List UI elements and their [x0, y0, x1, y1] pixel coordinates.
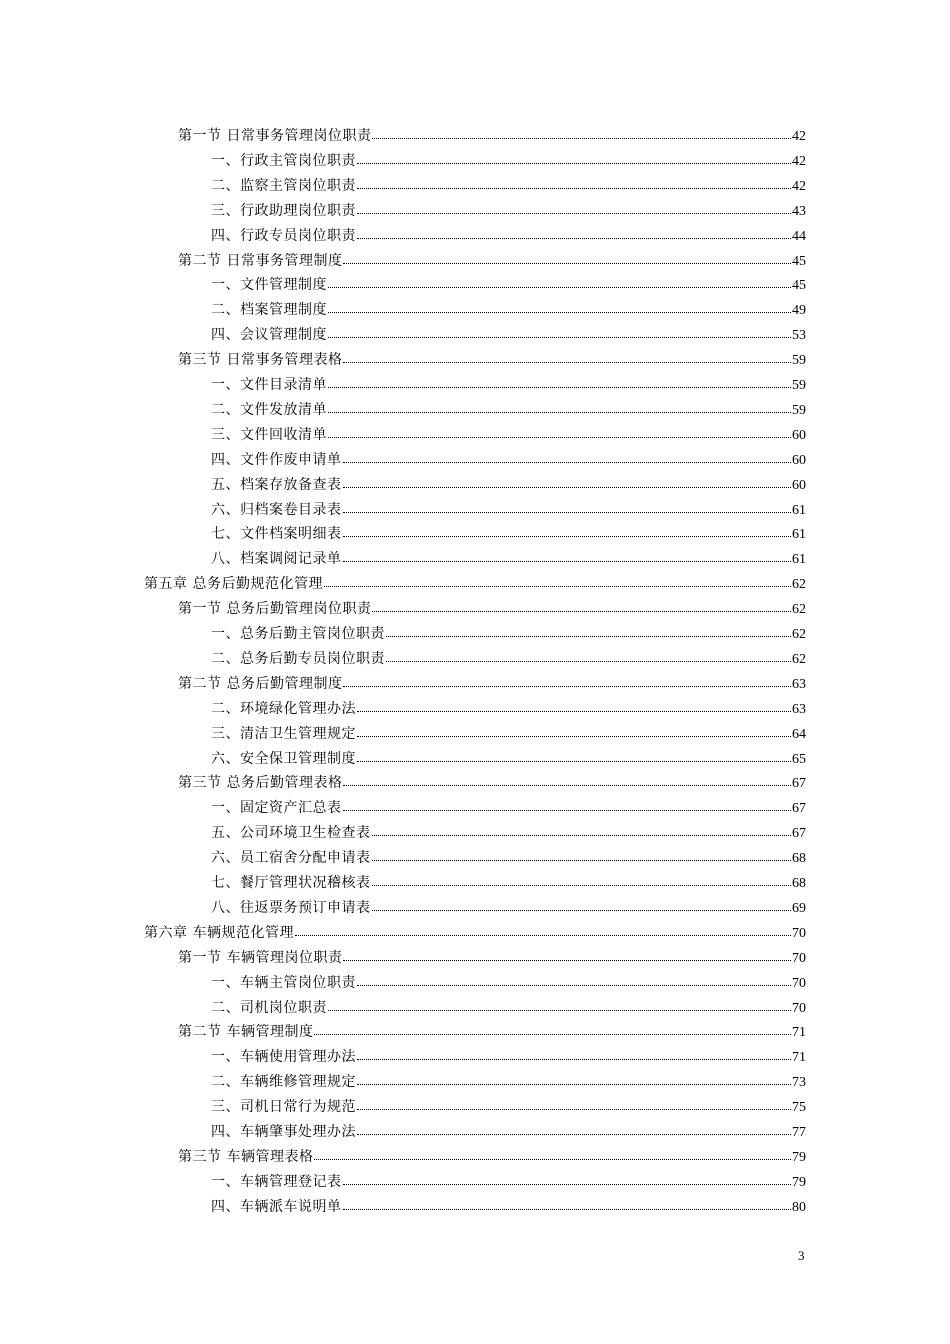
toc-entry[interactable]	[211, 448, 806, 472]
dot-leader	[343, 522, 792, 537]
toc-entry-page: 80	[792, 1199, 806, 1215]
dot-leader	[328, 323, 791, 338]
toc-entry-title: 六、归档案卷目录表	[211, 501, 342, 518]
dot-leader	[343, 946, 791, 961]
toc-entry-title: 三、文件回收清单	[211, 426, 327, 443]
toc-entry[interactable]	[211, 298, 806, 322]
toc-entry-title: 三、司机日常行为规范	[211, 1099, 356, 1116]
toc-entry[interactable]	[211, 398, 806, 422]
toc-entry-page: 75	[792, 1100, 806, 1116]
dot-leader	[343, 249, 791, 264]
toc-entry-title: 一、文件管理制度	[211, 277, 327, 294]
toc-entry-page: 62	[792, 602, 806, 618]
toc-entry[interactable]	[178, 249, 806, 273]
toc-entry-page: 42	[792, 129, 806, 144]
toc-entry-page: 67	[792, 826, 806, 842]
toc-entry-page: 61	[792, 527, 806, 543]
toc-entry-title: 第一节 总务后勤管理岗位职责	[178, 601, 372, 618]
page-number: 3	[798, 1248, 805, 1263]
toc-entry[interactable]	[211, 1120, 806, 1144]
toc-entry-title: 二、车辆维修管理规定	[211, 1074, 356, 1091]
toc-entry[interactable]	[178, 672, 806, 696]
toc-entry-page: 70	[792, 1000, 806, 1016]
toc-entry[interactable]	[178, 1020, 806, 1044]
toc-entry-title: 第一节 日常事务管理岗位职责	[178, 128, 372, 144]
dot-leader	[357, 224, 791, 239]
dot-leader	[357, 199, 791, 214]
toc-entry-title: 五、公司环境卫生检查表	[211, 825, 371, 842]
dot-leader	[357, 1070, 791, 1085]
toc-entry-title: 二、档案管理制度	[211, 302, 327, 319]
toc-entry-title: 二、司机岗位职责	[211, 999, 327, 1016]
dot-leader	[343, 771, 791, 786]
toc-entry-page: 53	[792, 328, 806, 344]
toc-entry-title: 八、档案调阅记录单	[211, 551, 342, 568]
toc-entry[interactable]	[211, 796, 806, 820]
toc-entry[interactable]	[211, 1170, 806, 1194]
dot-leader	[343, 348, 791, 363]
toc-entry[interactable]	[211, 199, 806, 223]
toc-entry[interactable]	[178, 1145, 806, 1169]
toc-entry-page: 79	[792, 1174, 806, 1190]
toc-entry-page: 62	[792, 651, 806, 667]
toc-entry-title: 二、监察主管岗位职责	[211, 177, 356, 194]
toc-entry-title: 第三节 车辆管理表格	[178, 1148, 314, 1165]
toc-entry-title: 六、员工宿舍分配申请表	[211, 850, 371, 867]
toc-entry-page: 69	[792, 900, 806, 916]
dot-leader	[386, 647, 791, 662]
toc-entry-page: 70	[792, 925, 806, 941]
dot-leader	[324, 572, 791, 587]
toc-entry-page: 44	[792, 228, 806, 244]
toc-entry-title: 四、车辆肇事处理办法	[211, 1124, 356, 1140]
toc-entry-title: 第五章 总务后勤规范化管理	[144, 576, 323, 593]
toc-entry-page: 60	[792, 427, 806, 443]
dot-leader	[328, 373, 791, 388]
toc-entry[interactable]	[211, 522, 806, 546]
toc-entry-page: 63	[792, 676, 806, 692]
toc-entry-page: 59	[792, 353, 806, 369]
toc-entry[interactable]	[211, 373, 806, 397]
toc-entry-page: 60	[792, 452, 806, 468]
toc-entry-page: 62	[792, 577, 806, 593]
toc-entry-page: 59	[792, 378, 806, 393]
dot-leader	[314, 1020, 791, 1035]
toc-entry-page: 71	[792, 1025, 806, 1041]
toc-entry[interactable]	[211, 224, 806, 248]
dot-leader	[328, 273, 791, 288]
toc-entry-page: 73	[792, 1075, 806, 1091]
toc-entry[interactable]	[211, 1195, 806, 1219]
toc-entry[interactable]	[211, 1095, 806, 1119]
toc-entry-title: 一、行政主管岗位职责	[211, 152, 356, 169]
toc-entry-page: 70	[792, 975, 806, 991]
toc-entry-title: 二、环境绿化管理办法	[211, 700, 356, 717]
toc-entry-title: 七、餐厅管理状况稽核表	[211, 875, 371, 891]
toc-entry[interactable]	[211, 149, 806, 173]
toc-entry-page: 61	[792, 502, 806, 518]
toc-entry[interactable]	[211, 174, 806, 198]
toc-entry[interactable]	[211, 846, 806, 870]
toc-entry-title: 第二节 日常事务管理制度	[178, 252, 343, 269]
toc-entry[interactable]	[211, 622, 806, 646]
toc-entry-title: 第三节 日常事务管理表格	[178, 352, 343, 369]
toc-entry-page: 62	[792, 627, 806, 642]
dot-leader	[357, 747, 791, 762]
toc-entry-title: 二、总务后勤专员岗位职责	[211, 650, 385, 667]
toc-entry-page: 68	[792, 851, 806, 867]
toc-entry-title: 三、行政助理岗位职责	[211, 202, 356, 219]
toc-entry-page: 68	[792, 876, 806, 891]
toc-entry-page: 59	[792, 402, 806, 418]
dot-leader	[357, 971, 791, 986]
toc-entry-title: 一、车辆主管岗位职责	[211, 974, 356, 991]
toc-entry-page: 60	[792, 477, 806, 493]
dot-leader	[357, 1120, 791, 1135]
toc-entry-title: 四、车辆派车说明单	[211, 1198, 342, 1215]
toc-entry-title: 一、文件目录清单	[211, 377, 327, 393]
toc-entry[interactable]	[211, 821, 806, 845]
toc-entry-title: 二、文件发放清单	[211, 401, 327, 418]
toc-entry-title: 八、往返票务预订申请表	[211, 899, 371, 916]
dot-leader	[343, 547, 792, 562]
toc-entry[interactable]	[211, 547, 806, 571]
dot-leader	[343, 473, 792, 488]
toc-entry-title: 四、会议管理制度	[211, 327, 327, 344]
toc-entry-title: 一、固定资产汇总表	[211, 800, 342, 817]
toc-entry[interactable]	[211, 423, 806, 447]
toc-entry[interactable]	[211, 996, 806, 1020]
toc-entry[interactable]	[211, 971, 806, 995]
toc-entry-title: 第六章 车辆规范化管理	[144, 924, 294, 941]
dot-leader	[343, 448, 792, 463]
toc-entry[interactable]	[178, 946, 806, 970]
toc-entry-title: 第三节 总务后勤管理表格	[178, 775, 343, 792]
toc-entry[interactable]	[211, 1070, 806, 1094]
toc-entry-title: 七、文件档案明细表	[211, 526, 342, 543]
toc-entry[interactable]	[144, 572, 806, 596]
toc-entry-page: 77	[792, 1125, 806, 1140]
toc-entry-page: 70	[792, 950, 806, 966]
toc-entry[interactable]	[144, 921, 806, 945]
toc-entry[interactable]	[211, 747, 806, 771]
dot-leader	[386, 622, 791, 637]
toc-entry[interactable]	[211, 1045, 806, 1069]
toc-entry-page: 43	[792, 203, 806, 219]
toc-entry-page: 49	[792, 303, 806, 319]
toc-entry-title: 一、车辆管理登记表	[211, 1173, 342, 1190]
toc-entry[interactable]	[211, 473, 806, 497]
dot-leader	[343, 672, 791, 687]
toc-entry[interactable]	[178, 597, 806, 621]
dot-leader	[295, 921, 791, 936]
dot-leader	[372, 124, 791, 139]
toc-entry-title: 四、文件作废申请单	[211, 451, 342, 468]
toc-entry-page: 71	[792, 1050, 806, 1066]
toc-entry-title: 一、车辆使用管理办法	[211, 1049, 356, 1066]
toc-entry-page: 67	[792, 776, 806, 792]
toc-entry-title: 四、行政专员岗位职责	[211, 227, 356, 244]
dot-leader	[357, 174, 791, 189]
toc-entry-title: 一、总务后勤主管岗位职责	[211, 626, 385, 642]
toc-entry-page: 45	[792, 278, 806, 294]
dot-leader	[372, 821, 792, 836]
dot-leader	[357, 722, 791, 737]
toc-entry[interactable]	[211, 871, 806, 895]
toc-entry[interactable]	[211, 498, 806, 522]
toc-entry-page: 67	[792, 801, 806, 817]
dot-leader	[357, 149, 791, 164]
dot-leader	[314, 1145, 791, 1160]
dot-leader	[328, 996, 791, 1011]
toc-entry[interactable]	[211, 647, 806, 671]
toc-entry-page: 63	[792, 701, 806, 717]
toc-entry-page: 61	[792, 552, 806, 568]
dot-leader	[357, 697, 791, 712]
toc-entry-page: 42	[792, 153, 806, 169]
dot-leader	[372, 597, 791, 612]
toc-entry[interactable]	[211, 323, 806, 347]
dot-leader	[343, 1195, 792, 1210]
toc-entry-title: 六、安全保卫管理制度	[211, 750, 356, 767]
dot-leader	[372, 846, 792, 861]
toc-entry-title: 五、档案存放备查表	[211, 476, 342, 493]
dot-leader	[343, 498, 792, 513]
dot-leader	[372, 871, 792, 886]
dot-leader	[343, 796, 792, 811]
toc-entry[interactable]	[178, 771, 806, 795]
toc-entry-page: 45	[792, 253, 806, 269]
toc-entry-title: 第二节 总务后勤管理制度	[178, 675, 343, 692]
dot-leader	[328, 398, 791, 413]
toc-entry-page: 42	[792, 178, 806, 194]
dot-leader	[357, 1095, 791, 1110]
toc-entry[interactable]	[211, 697, 806, 721]
toc-entry-title: 第一节 车辆管理岗位职责	[178, 949, 343, 966]
dot-leader	[328, 298, 791, 313]
dot-leader	[357, 1045, 791, 1060]
dot-leader	[372, 896, 792, 911]
toc-entry[interactable]	[178, 348, 806, 372]
toc-entry[interactable]	[178, 124, 806, 148]
toc-entry-title: 第二节 车辆管理制度	[178, 1024, 314, 1041]
toc-entry[interactable]	[211, 722, 806, 746]
toc-entry-page: 64	[792, 726, 806, 742]
dot-leader	[328, 423, 791, 438]
dot-leader	[343, 1170, 792, 1185]
toc-entry[interactable]	[211, 273, 806, 297]
toc-entry[interactable]	[211, 896, 806, 920]
toc-entry-page: 79	[792, 1149, 806, 1165]
toc-entry-page: 65	[792, 751, 806, 767]
toc-entry-title: 三、清洁卫生管理规定	[211, 725, 356, 742]
